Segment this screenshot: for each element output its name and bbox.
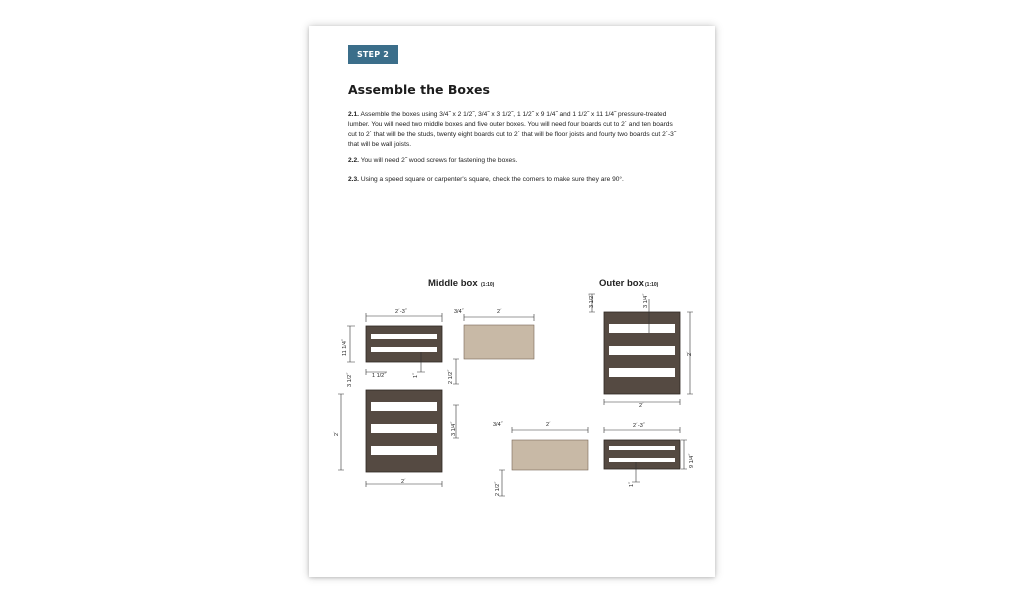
dimension-label: 3/4˝ (493, 422, 503, 428)
paragraph-number: 2.3. (348, 176, 359, 183)
dimension-label: 2´ (687, 351, 693, 356)
frame-gap (609, 446, 675, 450)
dimension-label: 2´ (334, 431, 340, 436)
dimension-label: 2´ (401, 479, 406, 485)
outer-box-top-view (604, 427, 687, 482)
paragraph-number: 2.1. (348, 111, 359, 118)
outer-box-title: Outer box (599, 278, 644, 289)
outer-box-scale: (1:10) (645, 282, 659, 288)
dimension-label: 3 1/4˝ (643, 293, 649, 308)
dimension-label: 11 1/4˝ (342, 339, 348, 356)
wood-board (464, 325, 534, 359)
frame-gap (371, 334, 437, 339)
dimension-label: 3 1/2˝ (347, 372, 353, 387)
paragraph-text: Using a speed square or carpenter's square, check the corners to make sure they are 90°. (360, 176, 624, 183)
assembly-diagram (309, 26, 715, 577)
frame-gap (609, 346, 675, 355)
document-page (309, 26, 715, 577)
dimension-label: 2 1/2˝ (495, 481, 501, 496)
outer-box-front-view (589, 294, 693, 405)
frame-gap (371, 424, 437, 433)
dimension-label: 1˝ (413, 373, 419, 378)
dimension-label: 1˝ (629, 482, 635, 487)
page-title: Assemble the Boxes (348, 82, 490, 97)
middle-box-top-view (347, 313, 442, 375)
middle-box-scale: (1:10) (481, 282, 495, 288)
frame-gap (609, 368, 675, 377)
wood-board (512, 440, 588, 470)
dimension-label: 2´-3˝ (395, 309, 407, 315)
frame-gap (609, 458, 675, 462)
dimension-line (464, 314, 534, 321)
dimension-label: 3 1/2˝ (589, 293, 595, 308)
paragraph-text: You will need 2˝ wood screws for fastening the boxes. (360, 157, 518, 164)
outer-box-side-view (499, 427, 588, 496)
dimension-label: 2´-3˝ (633, 423, 645, 429)
wood-frame (604, 440, 680, 469)
paragraph-number: 2.2. (348, 157, 359, 164)
frame-gap (371, 402, 437, 411)
dimension-label: 1 1/2˝ (372, 373, 387, 379)
wood-frame (366, 326, 442, 362)
middle-box-front-view (338, 390, 459, 487)
dimension-label: 3/4˝ (454, 309, 464, 315)
dimension-label: 3 1/4˝ (451, 421, 457, 436)
dimension-label: 9 1/4˝ (689, 453, 695, 468)
frame-gap (371, 347, 437, 352)
dimension-line (347, 326, 355, 362)
step-badge: STEP 2 (348, 45, 398, 64)
middle-box-title: Middle box (428, 278, 478, 289)
dimension-label: 2´ (639, 403, 644, 409)
dimension-label: 2 1/2˝ (448, 369, 454, 384)
paragraph-text: Assemble the boxes using 3/4˝ x 2 1/2˝, 3/4˝ x 3 1/2˝, 1 1/2˝ x 9 1/4˝ and 1 1/2˝ x 11 1/4˝ pressure-treated lumber. You will need two middle boxes and five outer boxes. You will need four boards cut to 2´ and ten boards cut to 2´ that will be the studs, twenty eight boards cut to 2´ that will be floor joists and fourty two boards cut 2´-3˝ that will be wall joists. (348, 111, 677, 148)
middle-box-side-view (453, 314, 534, 384)
frame-gap (609, 324, 675, 333)
frame-gap (371, 446, 437, 455)
dimension-label: 2´ (497, 309, 502, 315)
dimension-line (681, 440, 687, 469)
dimension-label: 2´ (546, 422, 551, 428)
